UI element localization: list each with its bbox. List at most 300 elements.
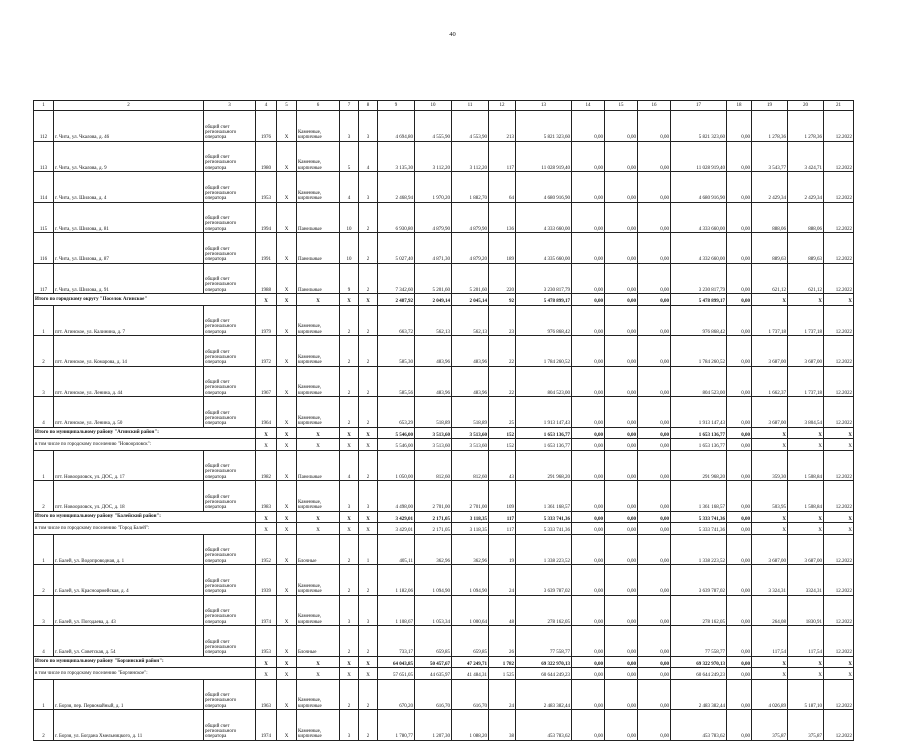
table-cell: 12.2022 bbox=[824, 397, 854, 428]
table-cell: 0,00 bbox=[638, 626, 671, 657]
table-cell: X bbox=[277, 679, 297, 710]
table-cell: 405,11 bbox=[378, 534, 415, 565]
table-cell: 659,85 bbox=[452, 626, 489, 657]
table-cell: X bbox=[277, 294, 297, 306]
table-cell: 12.2022 bbox=[824, 626, 854, 657]
table-cell: 0,00 bbox=[727, 366, 752, 397]
table-cell: 1 913 147,43 bbox=[671, 397, 727, 428]
table-cell: 1 737,18 bbox=[788, 366, 824, 397]
table-cell: 5 546,00 bbox=[378, 439, 415, 451]
table-cell: 0,00 bbox=[638, 141, 671, 172]
table-cell: 0,00 bbox=[572, 626, 605, 657]
table-cell: 0,00 bbox=[605, 450, 638, 481]
table-cell: 2 bbox=[359, 202, 378, 233]
table-cell: 3 bbox=[359, 111, 378, 142]
table-cell: 2 bbox=[340, 305, 359, 336]
table-cell: 41 484,31 bbox=[452, 668, 489, 680]
table-cell: 2 429,34 bbox=[788, 172, 824, 203]
column-number-9: 9 bbox=[378, 101, 415, 111]
table-cell: 0,00 bbox=[605, 305, 638, 336]
table-cell: 12.2022 bbox=[824, 305, 854, 336]
page-number: 40 bbox=[449, 31, 456, 38]
table-cell: общий счет регионального оператора bbox=[204, 679, 256, 710]
table-cell: общий счет регионального оператора bbox=[204, 626, 256, 657]
table-cell: X bbox=[277, 511, 297, 523]
table-cell: 136 bbox=[489, 202, 516, 233]
table-row bbox=[34, 233, 854, 264]
address-cell: пгт. Новоорловск, ул. ДОС, д. 18 bbox=[54, 481, 204, 512]
subtotal-row bbox=[34, 523, 854, 535]
address-cell: г. Чита, ул. Шилова, д. 4 bbox=[54, 172, 204, 203]
address-cell: г. Балей, ул. Красноармейская, д. 4 bbox=[54, 565, 204, 596]
table-cell: 1 050,00 bbox=[378, 450, 415, 481]
table-cell: 1830,91 bbox=[788, 595, 824, 626]
table-cell: 12.2022 bbox=[824, 679, 854, 710]
address-cell: г. Балей, ул. Погодаева, д. 43 bbox=[54, 595, 204, 626]
table-cell: 503,95 bbox=[752, 481, 788, 512]
table-cell: 2 429,34 bbox=[752, 172, 788, 203]
total-label: Итого по муниципальному району "Балейский район": bbox=[34, 511, 256, 523]
table-cell: X bbox=[277, 565, 297, 596]
table-cell: X bbox=[752, 439, 788, 451]
table-cell: 152 bbox=[489, 439, 516, 451]
table-cell: 4 553,90 bbox=[452, 111, 489, 142]
table-cell: 2 468,94 bbox=[378, 172, 415, 203]
table-cell: 4 bbox=[340, 450, 359, 481]
table-cell: X bbox=[788, 656, 824, 668]
table-cell: X bbox=[256, 511, 277, 523]
table-cell: 12.2022 bbox=[824, 263, 854, 294]
table-cell: 2 bbox=[359, 565, 378, 596]
total-label: Итого по муниципальному району "Агинский район": bbox=[34, 427, 256, 439]
table-cell: 0,00 bbox=[727, 336, 752, 367]
table-cell: 1 508,84 bbox=[788, 450, 824, 481]
table-cell: 5 478 899,17 bbox=[671, 294, 727, 306]
table-cell: 1 338 223,52 bbox=[516, 534, 572, 565]
table-cell: 113 bbox=[34, 141, 54, 172]
table-cell: 1988 bbox=[256, 263, 277, 294]
table-cell: 483,96 bbox=[452, 336, 489, 367]
table-cell: 4 879,90 bbox=[415, 202, 452, 233]
table-cell: общий счет регионального оператора bbox=[204, 263, 256, 294]
table-cell: 0,00 bbox=[638, 595, 671, 626]
table-cell: 0,00 bbox=[572, 305, 605, 336]
table-cell: 375,87 bbox=[752, 710, 788, 741]
table-cell: 189 bbox=[489, 233, 516, 264]
table-cell: Каменные, кирпичные bbox=[297, 366, 340, 397]
table-cell: 0,00 bbox=[572, 294, 605, 306]
table-cell: X bbox=[297, 511, 340, 523]
table-cell: X bbox=[277, 141, 297, 172]
table-cell: 0,00 bbox=[727, 523, 752, 535]
table-cell: 1983 bbox=[256, 481, 277, 512]
table-cell: 2 bbox=[359, 397, 378, 428]
table-cell: 2 bbox=[359, 450, 378, 481]
table-cell: 0,00 bbox=[605, 366, 638, 397]
table-cell: 1 bbox=[359, 534, 378, 565]
table-cell: 3 bbox=[340, 111, 359, 142]
table-cell: 0,00 bbox=[727, 595, 752, 626]
table-cell: 1963 bbox=[256, 679, 277, 710]
total-label: Итого по муниципальному району "Борзинский район": bbox=[34, 656, 256, 668]
table-cell: X bbox=[752, 294, 788, 306]
table-cell: 453 783,62 bbox=[671, 710, 727, 741]
table-cell: X bbox=[256, 439, 277, 451]
table-cell: X bbox=[824, 511, 854, 523]
table-cell: 2 bbox=[359, 263, 378, 294]
table-cell: общий счет регионального оператора bbox=[204, 481, 256, 512]
table-cell: X bbox=[277, 534, 297, 565]
table-cell: 0,00 bbox=[605, 397, 638, 428]
table-row bbox=[34, 397, 854, 428]
table-cell: 0,00 bbox=[727, 534, 752, 565]
table-row bbox=[34, 626, 854, 657]
table-cell: X bbox=[359, 427, 378, 439]
table-cell: 1 662,37 bbox=[752, 366, 788, 397]
address-cell: пгт. Агинское, ул. Комарова, д. 14 bbox=[54, 336, 204, 367]
table-cell: общий счет регионального оператора bbox=[204, 534, 256, 565]
table-cell: 2 bbox=[340, 679, 359, 710]
table-cell: 804 523,00 bbox=[671, 366, 727, 397]
table-cell: 0,00 bbox=[572, 656, 605, 668]
column-number-7: 7 bbox=[340, 101, 359, 111]
table-cell: 1 970,20 bbox=[415, 172, 452, 203]
table-cell: 152 bbox=[489, 427, 516, 439]
table-cell: 12.2022 bbox=[824, 450, 854, 481]
table-cell: 5 201,60 bbox=[452, 263, 489, 294]
table-cell: 26 bbox=[489, 626, 516, 657]
table-cell: 5 333 741,36 bbox=[671, 511, 727, 523]
table-cell: 888,06 bbox=[752, 202, 788, 233]
column-number-4: 4 bbox=[256, 101, 277, 111]
table-cell: 22 bbox=[489, 366, 516, 397]
address-cell: г. Балей, ул. Водопроводная, д. 1 bbox=[54, 534, 204, 565]
table-cell: 375,87 bbox=[788, 710, 824, 741]
table-cell: 1 088,20 bbox=[452, 710, 489, 741]
table-cell: 264,08 bbox=[752, 595, 788, 626]
table-cell: 659,85 bbox=[415, 626, 452, 657]
table-cell: 1 182,06 bbox=[378, 565, 415, 596]
column-number-5: 5 bbox=[277, 101, 297, 111]
table-cell: X bbox=[340, 511, 359, 523]
table-cell: 4 680 916,90 bbox=[516, 172, 572, 203]
table-cell: 1 780,77 bbox=[378, 710, 415, 741]
table-cell: X bbox=[752, 523, 788, 535]
table-cell: 291 968,20 bbox=[671, 450, 727, 481]
table-row bbox=[34, 534, 854, 565]
table-cell: 0,00 bbox=[727, 481, 752, 512]
table-cell: 3 230 817,79 bbox=[671, 263, 727, 294]
table-cell: 0,00 bbox=[605, 233, 638, 264]
table-cell: 1 361 168,57 bbox=[671, 481, 727, 512]
table-cell: 44 635,97 bbox=[415, 668, 452, 680]
table-cell: Панельные bbox=[297, 263, 340, 294]
table-cell: 0,00 bbox=[605, 523, 638, 535]
table-cell: 0,00 bbox=[605, 172, 638, 203]
address-cell: г. Чита, ул. Чкалова, д. 46 bbox=[54, 111, 204, 142]
table-cell: X bbox=[824, 427, 854, 439]
table-cell: 0,00 bbox=[727, 656, 752, 668]
table-cell: 12.2022 bbox=[824, 172, 854, 203]
table-cell: 4 335 660,00 bbox=[516, 233, 572, 264]
table-cell: 3 118,35 bbox=[452, 511, 489, 523]
table-cell: общий счет регионального оператора bbox=[204, 366, 256, 397]
table-cell: 12.2022 bbox=[824, 481, 854, 512]
address-cell: г. Чита, ул. Шилова, д. 87 bbox=[54, 233, 204, 264]
table-cell: 0,00 bbox=[727, 626, 752, 657]
table-cell: X bbox=[277, 202, 297, 233]
table-cell: 2 bbox=[359, 679, 378, 710]
table-cell: 1 bbox=[34, 534, 54, 565]
table-cell: X bbox=[277, 427, 297, 439]
table-cell: 585,30 bbox=[378, 336, 415, 367]
table-cell: 2 bbox=[340, 626, 359, 657]
table-cell: 0,00 bbox=[572, 534, 605, 565]
table-row bbox=[34, 481, 854, 512]
table-cell: 12.2022 bbox=[824, 202, 854, 233]
table-cell: 1 653 136,77 bbox=[671, 439, 727, 451]
table-cell: 1991 bbox=[256, 233, 277, 264]
table-cell: 112 bbox=[34, 111, 54, 142]
address-cell: пгт. Новоорловск, ул. ДОС, д. 17 bbox=[54, 450, 204, 481]
total-row bbox=[34, 511, 854, 523]
table-cell: 47 249,71 bbox=[452, 656, 489, 668]
address-cell: г. Борзя, ул. Богдана Хмельницкого, д. 11 bbox=[54, 710, 204, 741]
table-cell: 50 457,67 bbox=[415, 656, 452, 668]
table-cell: 0,00 bbox=[727, 141, 752, 172]
table-cell: 43 bbox=[489, 450, 516, 481]
subtotal-label: в том числе по городскому поселению "Борзинское": bbox=[34, 668, 256, 680]
table-cell: общий счет регионального оператора bbox=[204, 305, 256, 336]
table-cell: Блочные bbox=[297, 534, 340, 565]
address-cell: пгт. Агинское, ул. Ленина, д. 44 bbox=[54, 366, 204, 397]
table-cell: 889,63 bbox=[752, 233, 788, 264]
table-cell: 3 bbox=[34, 595, 54, 626]
table-cell: 359,30 bbox=[752, 450, 788, 481]
table-cell: 1982 bbox=[256, 450, 277, 481]
table-cell: общий счет регионального оператора bbox=[204, 397, 256, 428]
table-body bbox=[34, 101, 854, 741]
table-cell: 2 bbox=[359, 626, 378, 657]
table-cell: 812,60 bbox=[452, 450, 489, 481]
table-cell: 0,00 bbox=[605, 202, 638, 233]
table-cell: 562,13 bbox=[415, 305, 452, 336]
table-cell: 0,00 bbox=[638, 172, 671, 203]
table-cell: 3 bbox=[34, 366, 54, 397]
table-cell: 117 bbox=[489, 511, 516, 523]
table-cell: 1939 bbox=[256, 565, 277, 596]
table-cell: 0,00 bbox=[638, 111, 671, 142]
table-cell: 3 135,30 bbox=[378, 141, 415, 172]
table-cell: 1 053,34 bbox=[415, 595, 452, 626]
table-cell: общий счет регионального оператора bbox=[204, 336, 256, 367]
table-cell: 1974 bbox=[256, 710, 277, 741]
table-cell: Каменные, кирпичные bbox=[297, 172, 340, 203]
table-cell: 0,00 bbox=[572, 336, 605, 367]
table-cell: 5 201,60 bbox=[415, 263, 452, 294]
table-cell: 3 639 787,02 bbox=[516, 565, 572, 596]
table-cell: 1 737,18 bbox=[752, 305, 788, 336]
table-cell: Каменные, кирпичные bbox=[297, 397, 340, 428]
table-cell: X bbox=[277, 450, 297, 481]
table-cell: Панельные bbox=[297, 450, 340, 481]
table-cell: 2 701,00 bbox=[452, 481, 489, 512]
column-number-21: 21 bbox=[824, 101, 854, 111]
table-cell: 12.2022 bbox=[824, 336, 854, 367]
address-cell: пгт. Агинское, ул. Ленина, д. 50 bbox=[54, 397, 204, 428]
table-cell: 0,00 bbox=[638, 439, 671, 451]
table-cell: X bbox=[359, 668, 378, 680]
table-cell: 5 333 741,36 bbox=[671, 523, 727, 535]
table-cell: X bbox=[277, 626, 297, 657]
table-cell: X bbox=[297, 439, 340, 451]
table-cell: 518,89 bbox=[415, 397, 452, 428]
table-cell: 0,00 bbox=[572, 450, 605, 481]
table-cell: общий счет регионального оператора bbox=[204, 202, 256, 233]
column-number-6: 6 bbox=[297, 101, 340, 111]
table-row bbox=[34, 263, 854, 294]
table-cell: X bbox=[824, 656, 854, 668]
table-cell: 3 112,20 bbox=[415, 141, 452, 172]
table-cell: 10 bbox=[340, 233, 359, 264]
column-number-12: 12 bbox=[489, 101, 516, 111]
column-number-header-row bbox=[34, 101, 854, 111]
table-row bbox=[34, 450, 854, 481]
table-cell: 0,00 bbox=[605, 481, 638, 512]
table-cell: 4 498,00 bbox=[378, 481, 415, 512]
table-cell: 812,60 bbox=[415, 450, 452, 481]
table-cell: X bbox=[752, 427, 788, 439]
table-cell: X bbox=[788, 427, 824, 439]
table-cell: 4 333 660,00 bbox=[516, 202, 572, 233]
table-cell: 117,54 bbox=[788, 626, 824, 657]
table-cell: 1 882,70 bbox=[452, 172, 489, 203]
table-cell: 888,06 bbox=[788, 202, 824, 233]
address-cell: г. Борзя, пер. Первомайный, д. 1 bbox=[54, 679, 204, 710]
table-cell: 0,00 bbox=[605, 656, 638, 668]
table-cell: 2 bbox=[340, 565, 359, 596]
table-cell: 616,70 bbox=[452, 679, 489, 710]
table-cell: 2 bbox=[34, 565, 54, 596]
table-cell: X bbox=[277, 305, 297, 336]
table-cell: 0,00 bbox=[605, 565, 638, 596]
total-label: Итого по городскому округу "Поселок Агинское" bbox=[34, 294, 256, 306]
table-cell: 116 bbox=[34, 233, 54, 264]
table-cell: Каменные, кирпичные bbox=[297, 336, 340, 367]
table-cell: 4 879,90 bbox=[452, 202, 489, 233]
table-cell: 2 049,14 bbox=[415, 294, 452, 306]
table-cell: общий счет регионального оператора bbox=[204, 450, 256, 481]
table-cell: 1980 bbox=[256, 141, 277, 172]
table-cell: 3 bbox=[359, 481, 378, 512]
address-cell: пгт. Агинское, ул. Калинина, д. 7 bbox=[54, 305, 204, 336]
table-cell: 0,00 bbox=[638, 336, 671, 367]
table-cell: 1 913 147,43 bbox=[516, 397, 572, 428]
table-cell: общий счет регионального оператора bbox=[204, 595, 256, 626]
table-cell: 1 653 136,77 bbox=[516, 427, 572, 439]
table-cell: 518,89 bbox=[452, 397, 489, 428]
table-cell: 0,00 bbox=[605, 336, 638, 367]
table-cell: 77 558,77 bbox=[671, 626, 727, 657]
table-cell: 64 043,85 bbox=[378, 656, 415, 668]
table-cell: X bbox=[277, 172, 297, 203]
table-cell: 117,54 bbox=[752, 626, 788, 657]
table-cell: 3 bbox=[340, 481, 359, 512]
table-cell: 0,00 bbox=[572, 111, 605, 142]
table-cell: 2 bbox=[359, 710, 378, 741]
table-cell: 0,00 bbox=[605, 710, 638, 741]
table-cell: 5 821 323,60 bbox=[516, 111, 572, 142]
table-cell: 1 782 bbox=[489, 656, 516, 668]
table-cell: 2 bbox=[359, 336, 378, 367]
table-cell: 12.2022 bbox=[824, 111, 854, 142]
table-row bbox=[34, 595, 854, 626]
total-row bbox=[34, 656, 854, 668]
table-cell: 69 322 970,13 bbox=[671, 656, 727, 668]
table-cell: 3 513,60 bbox=[415, 439, 452, 451]
table-cell: 0,00 bbox=[605, 595, 638, 626]
table-cell: 3324,31 bbox=[788, 565, 824, 596]
table-cell: 4 bbox=[340, 172, 359, 203]
table-cell: 621,12 bbox=[752, 263, 788, 294]
table-cell: 0,00 bbox=[638, 523, 671, 535]
table-cell: 0,00 bbox=[727, 233, 752, 264]
table-cell: X bbox=[788, 668, 824, 680]
table-cell: 616,70 bbox=[415, 679, 452, 710]
table-cell: 3 429,01 bbox=[378, 523, 415, 535]
table-cell: 4 bbox=[34, 397, 54, 428]
table-cell: 3 bbox=[340, 595, 359, 626]
table-cell: 12.2022 bbox=[824, 565, 854, 596]
table-cell: 4 bbox=[359, 141, 378, 172]
table-cell: 0,00 bbox=[572, 172, 605, 203]
table-cell: 0,00 bbox=[727, 263, 752, 294]
table-cell: 2 487,92 bbox=[378, 294, 415, 306]
table-cell: 1 207,30 bbox=[415, 710, 452, 741]
table-cell: 2 bbox=[34, 710, 54, 741]
table-cell: 5 bbox=[340, 141, 359, 172]
table-cell: 3 513,60 bbox=[452, 439, 489, 451]
table-cell: Блочные bbox=[297, 626, 340, 657]
table-cell: 1 737,18 bbox=[788, 305, 824, 336]
table-cell: Панельные bbox=[297, 202, 340, 233]
table-cell: 5 821 323,60 bbox=[671, 111, 727, 142]
table-cell: 0,00 bbox=[605, 141, 638, 172]
table-cell: 0,00 bbox=[638, 565, 671, 596]
table-cell: 1 784 260,52 bbox=[671, 336, 727, 367]
table-cell: 0,00 bbox=[638, 481, 671, 512]
table-cell: 1 361 168,57 bbox=[516, 481, 572, 512]
table-cell: X bbox=[277, 710, 297, 741]
table-cell: 1974 bbox=[256, 595, 277, 626]
table-cell: X bbox=[277, 336, 297, 367]
table-cell: 0,00 bbox=[572, 595, 605, 626]
table-cell: 4 332 660,00 bbox=[671, 233, 727, 264]
table-cell: 976 868,42 bbox=[671, 305, 727, 336]
table-cell: 69 322 970,13 bbox=[516, 656, 572, 668]
table-cell: 77 558,77 bbox=[516, 626, 572, 657]
table-row bbox=[34, 565, 854, 596]
table-cell: X bbox=[277, 481, 297, 512]
table-cell: 0,00 bbox=[727, 294, 752, 306]
table-cell: 3 687,00 bbox=[788, 534, 824, 565]
table-cell: 1 094,90 bbox=[415, 565, 452, 596]
table-row bbox=[34, 336, 854, 367]
table-cell: 3 324,31 bbox=[752, 565, 788, 596]
table-cell: 0,00 bbox=[638, 710, 671, 741]
column-number-10: 10 bbox=[415, 101, 452, 111]
table-cell: 4 555,90 bbox=[415, 111, 452, 142]
